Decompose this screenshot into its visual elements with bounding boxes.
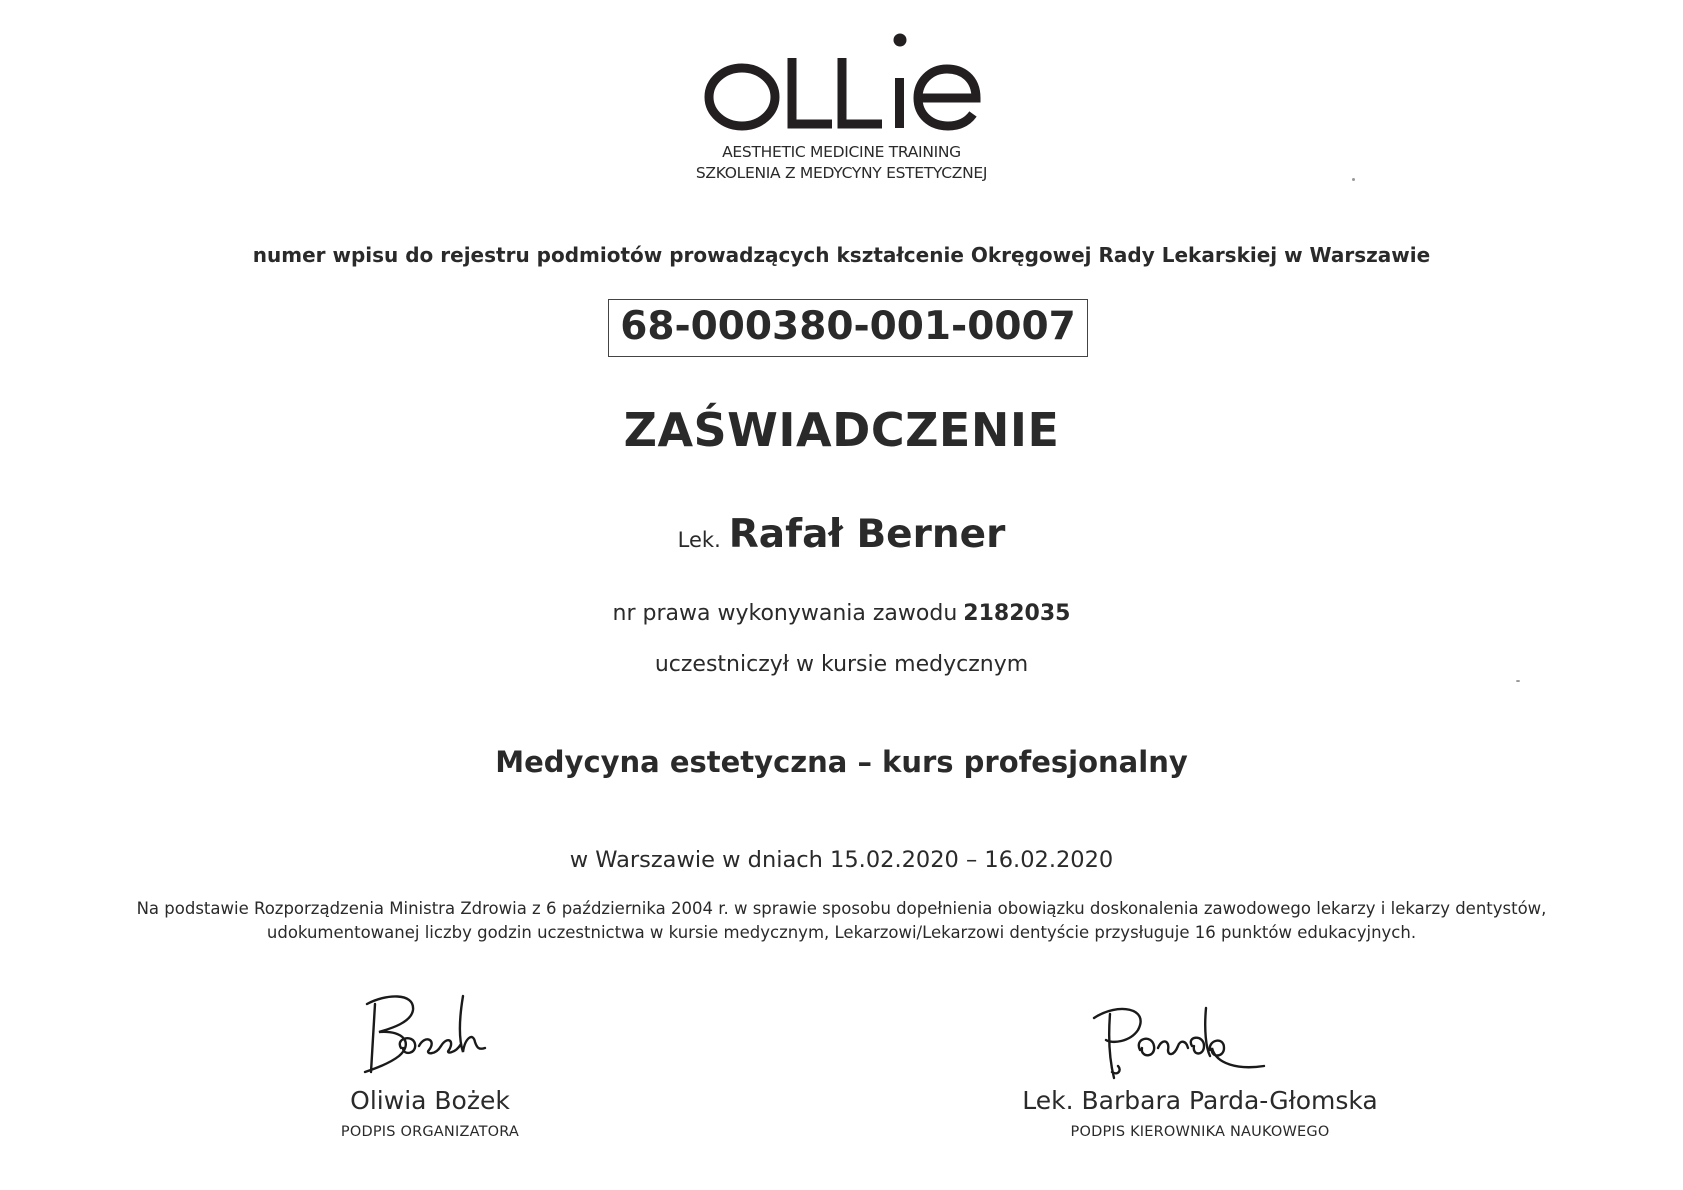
recipient-name: Rafał Berner xyxy=(728,512,1006,557)
organizer-name: Oliwia Bożek xyxy=(350,1086,510,1115)
organizer-signature xyxy=(355,990,505,1080)
license-line xyxy=(0,601,1683,626)
course-name: Medycyna estetyczna – kurs profesjonalny xyxy=(495,745,1188,779)
tagline-en: AESTHETIC MEDICINE TRAINING xyxy=(722,143,961,161)
tagline-pl: SZKOLENIA Z MEDYCYNY ESTETYCZNEJ xyxy=(695,164,988,182)
register-label: numer wpisu do rejestru podmiotów prowadzących kształcenie Okręgowej Rady Lekarskiej w Warszawie xyxy=(252,243,1431,267)
organizer-role: PODPIS ORGANIZATORA xyxy=(340,1124,520,1140)
scan-speck xyxy=(1516,680,1520,682)
register-number: 68-000380-001-0007 xyxy=(608,299,1088,357)
scientific-director-signature xyxy=(1088,1000,1278,1085)
legal-line-1: Na podstawie Rozporządzenia Ministra Zdrowia z 6 października 2004 r. w sprawie sposobu dopełnienia obowiązku doskonalenia zawodowego lekarzy i lekarzy dentystów, xyxy=(136,899,1547,918)
legal-line-2: udokumentowanej liczby godzin uczestnictwa w kursie medycznym, Lekarzowi/Lekarzowi dentyście przysługuje 16 punktów edukacyjnych. xyxy=(266,923,1417,942)
license-number: 2182035 xyxy=(963,601,1071,626)
scan-speck xyxy=(1352,178,1355,181)
name-prefix: Lek. xyxy=(677,528,721,552)
scientific-director-name: Lek. Barbara Parda-Głomska xyxy=(1022,1086,1378,1115)
recipient-line xyxy=(0,512,1683,557)
ollie-logo xyxy=(700,28,990,138)
legal-notice xyxy=(0,897,1683,945)
course-dates: w Warszawie w dniach 15.02.2020 – 16.02.2020 xyxy=(569,847,1114,873)
license-label: nr prawa wykonywania zawodu xyxy=(612,601,958,626)
scientific-director-role: PODPIS KIEROWNIKA NAUKOWEGO xyxy=(1070,1124,1330,1140)
participation-text: uczestniczył w kursie medycznym xyxy=(654,652,1029,677)
certificate-title: ZAŚWIADCZENIE xyxy=(623,403,1060,457)
